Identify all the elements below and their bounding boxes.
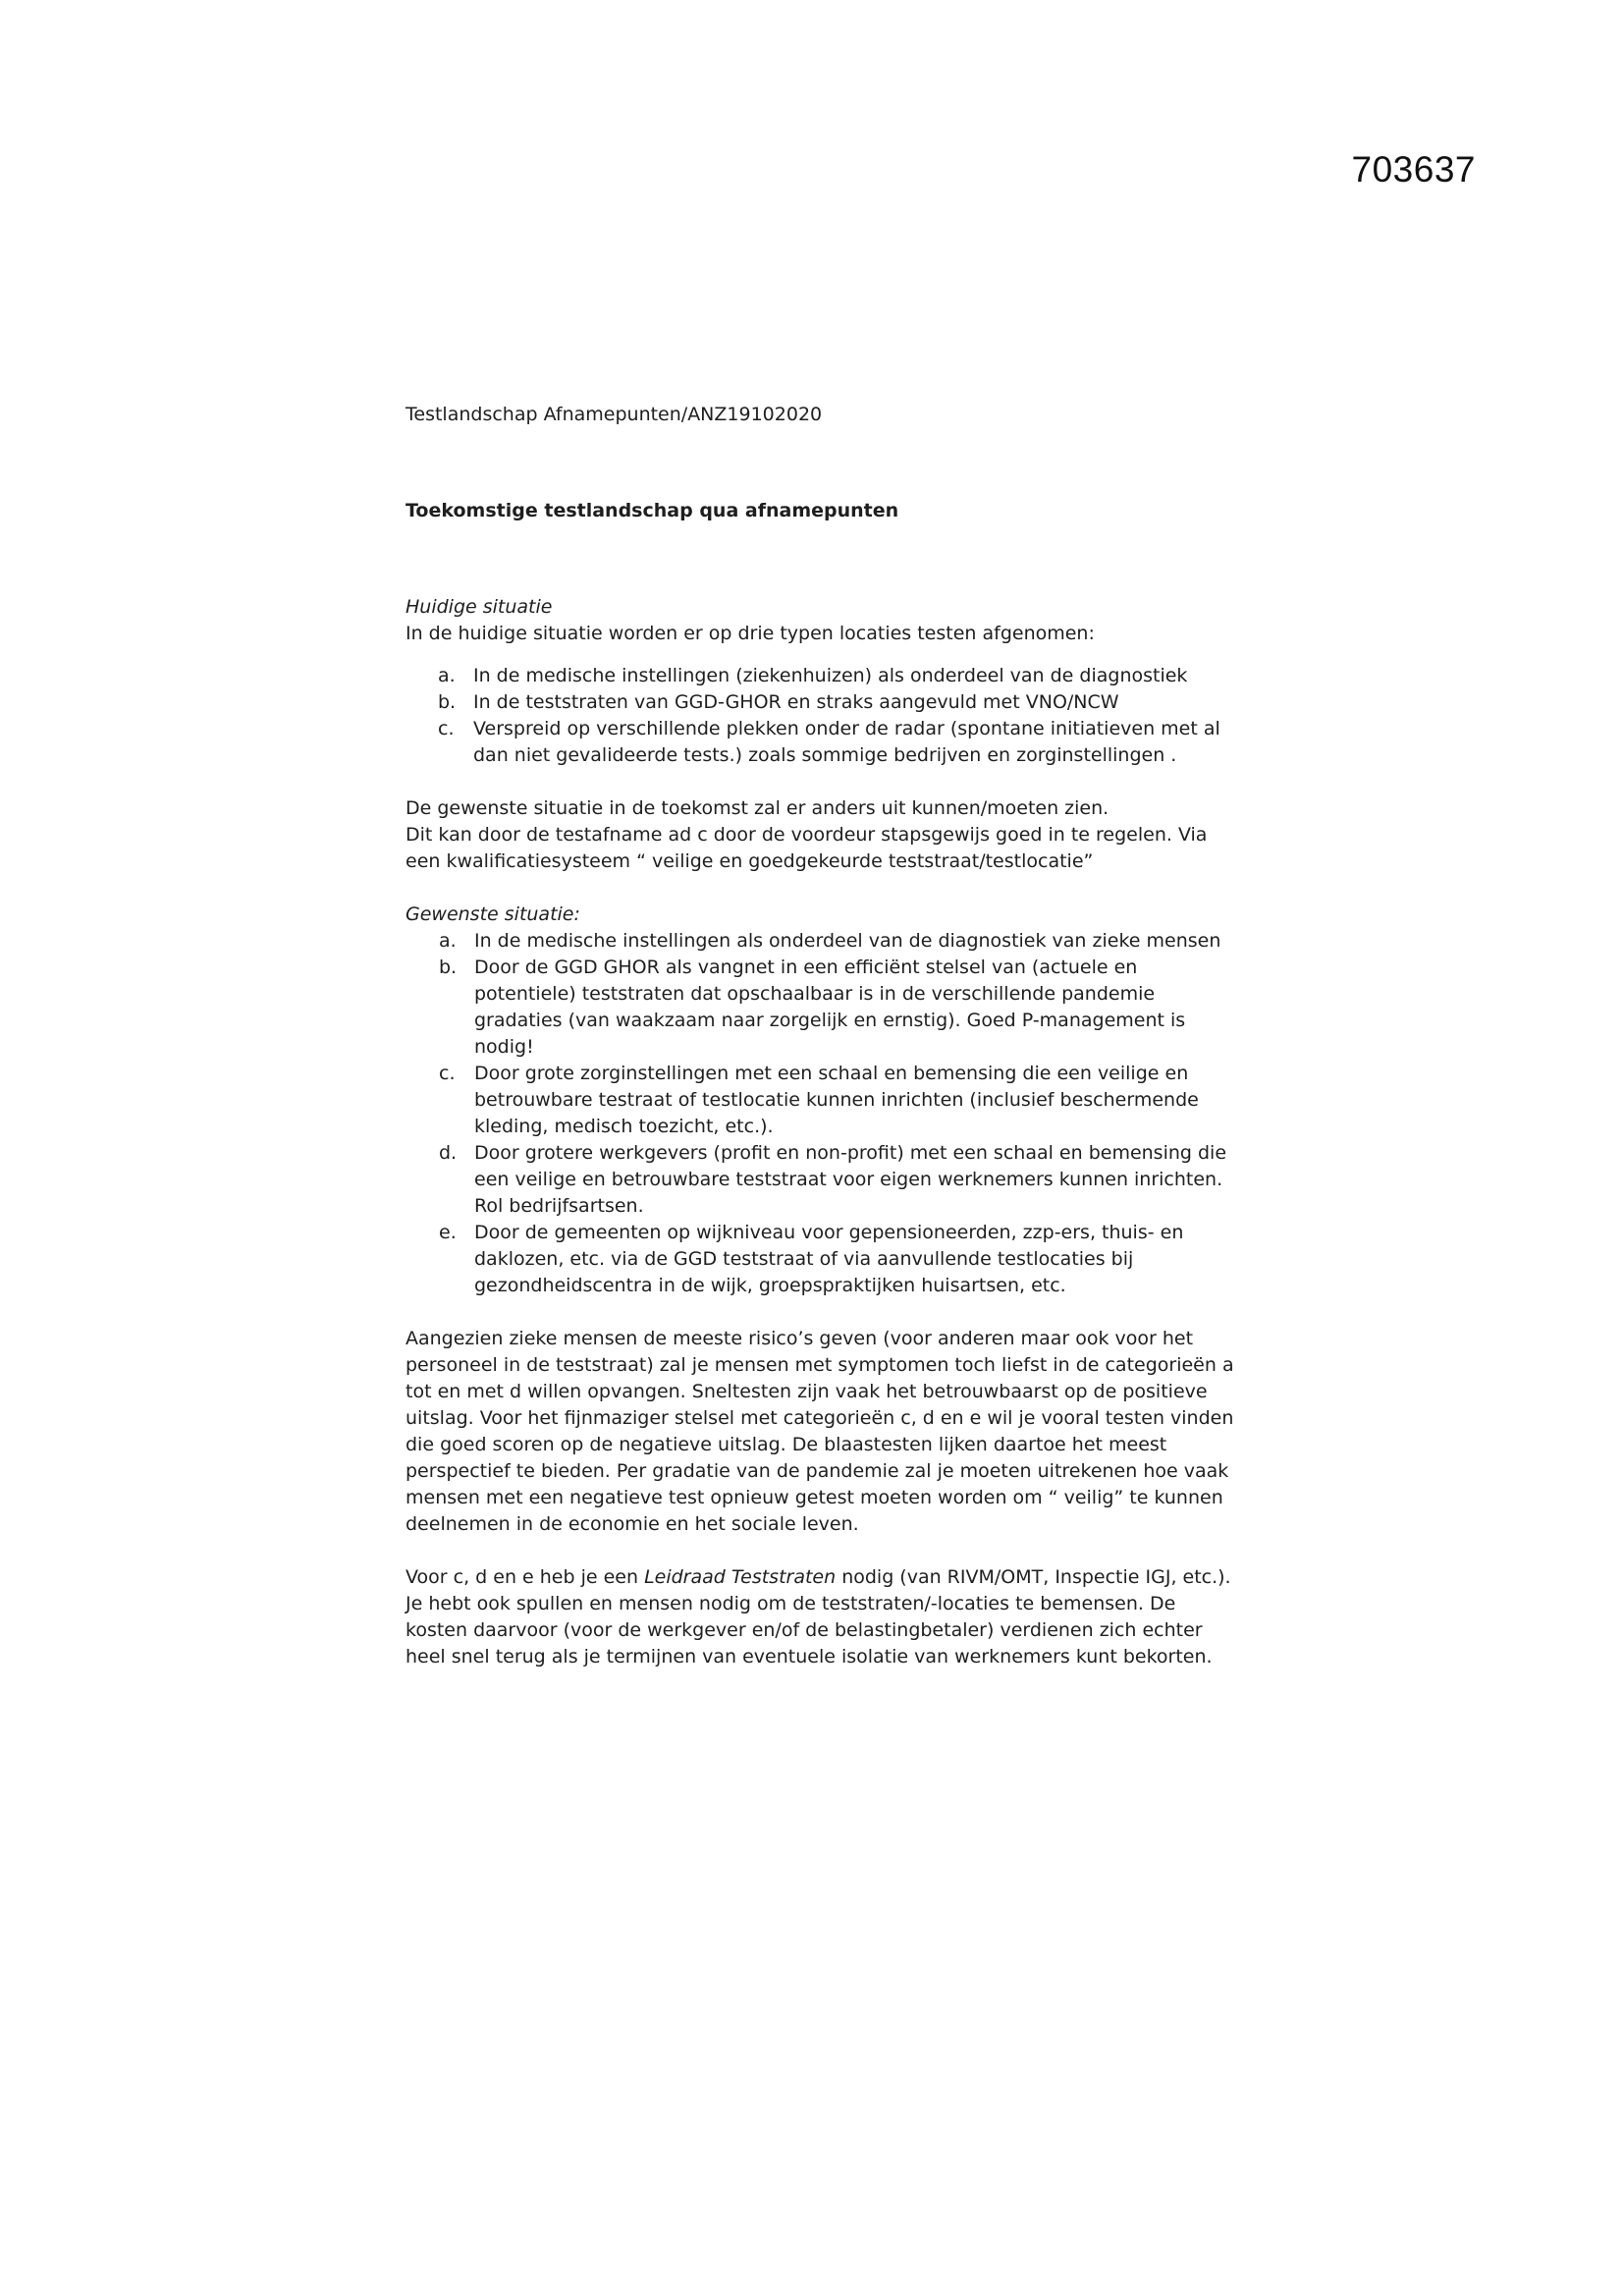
list-item-text: In de teststraten van GGD-GHOR en straks aangevuld met VNO/NCW: [473, 691, 1119, 713]
list-item: [406, 928, 1240, 955]
document-reference: Testlandschap Afnamepunten/ANZ19102020: [406, 404, 823, 425]
list-item-text: In de medische instellingen (ziekenhuizen) als onderdeel van de diagnostiek: [473, 665, 1188, 686]
current-situation-intro: In de huidige situatie worden er op drie typen locaties testen afgenomen:: [406, 623, 1095, 644]
list-item-text: Door de GGD GHOR als vangnet in een efficiënt stelsel van (actuele en potentiele) teststraten dat opschaalbaar is in de verschillende pandemie gradaties (van waakzaam naar zorgelijk en ernstig). Goed P-management is nodig!: [474, 957, 1186, 1058]
list-marker: c.: [439, 1063, 456, 1084]
list-marker: a.: [438, 665, 456, 686]
current-situation-list: [406, 663, 1240, 769]
list-marker: e.: [439, 1222, 457, 1243]
list-item: [406, 1061, 1240, 1140]
closing-text-end: nodig (van RIVM/OMT, Inspectie IGJ, etc.). Je hebt ook spullen en mensen nodig om de teststraten/-locaties te bemensen. De kosten daarvoor (voor de werkgever en/of de belastingbetaler) verdienen zich echter heel snel terug als je termijnen van eventuele isolatie van werknemers kunt bekorten.: [406, 1566, 1231, 1667]
list-marker: d.: [439, 1142, 458, 1164]
list-item: [406, 663, 1240, 689]
desired-situation-label: Gewenste situatie:: [406, 903, 580, 925]
document-number: 703637: [1351, 149, 1476, 190]
closing-emphasis: Leidraad Teststraten: [644, 1566, 837, 1588]
list-marker: b.: [439, 957, 458, 978]
document-body: [406, 402, 1240, 1670]
list-item: [406, 955, 1240, 1061]
list-marker: b.: [438, 691, 457, 713]
list-marker: a.: [439, 930, 457, 952]
list-item: [406, 1140, 1240, 1220]
transition-line-2: Dit kan door de testafname ad c door de voordeur stapsgewijs goed in te regelen. Via een kwalificatiesysteem “ veilige en goedgekeurde teststraat/testlocatie”: [406, 824, 1208, 872]
list-item: [406, 716, 1240, 769]
closing-paragraph: [406, 1564, 1240, 1670]
risk-paragraph: Aangezien zieke mensen de meeste risico’s geven (voor anderen maar ook voor het personeel in de teststraat) zal je mensen met symptomen toch liefst in de categorieën a tot en met d willen opvangen. Sneltesten zijn vaak het betrouwbaarst op de positieve uitslag. Voor het fijnmaziger stelsel met categorieën c, d en e wil je vooral testen vinden die goed scoren op de negatieve uitslag. De blaastesten lijken daartoe het meest perspectief te bieden. Per gradatie van de pandemie zal je moeten uitrekenen hoe vaak mensen met een negatieve test opnieuw getest moeten worden om “ veilig” te kunnen deelnemen in de economie en het sociale leven.: [406, 1328, 1234, 1535]
document-title: Toekomstige testlandschap qua afnamepunten: [406, 500, 899, 521]
list-item: [406, 1220, 1240, 1299]
desired-situation-list: [406, 928, 1240, 1299]
list-marker: c.: [438, 718, 455, 739]
list-item: [406, 689, 1240, 716]
list-item-text: Door de gemeenten op wijkniveau voor gepensioneerden, zzp-ers, thuis- en daklozen, etc. via de GGD teststraat of via aanvullende testlocaties bij gezondheidscentra in de wijk, groepspraktijken huisartsen, etc.: [474, 1222, 1184, 1296]
closing-text-start: Voor c, d en e heb je een: [406, 1566, 645, 1588]
list-item-text: Door grote zorginstellingen met een schaal en bemensing die een veilige en betrouwbare testraat of testlocatie kunnen inrichten (inclusief beschermende kleding, medisch toezicht, etc.).: [474, 1063, 1199, 1137]
transition-line-1: De gewenste situatie in de toekomst zal er anders uit kunnen/moeten zien.: [406, 797, 1109, 819]
current-situation-label: Huidige situatie: [406, 596, 553, 618]
list-item-text: In de medische instellingen als onderdeel van de diagnostiek van zieke mensen: [474, 930, 1221, 952]
list-item-text: Door grotere werkgevers (profit en non-profit) met een schaal en bemensing die een veilige en betrouwbare teststraat voor eigen werknemers kunnen inrichten. Rol bedrijfsartsen.: [474, 1142, 1227, 1217]
list-item-text: Verspreid op verschillende plekken onder de radar (spontane initiatieven met al dan niet gevalideerde tests.) zoals sommige bedrijven en zorginstellingen .: [473, 718, 1220, 766]
